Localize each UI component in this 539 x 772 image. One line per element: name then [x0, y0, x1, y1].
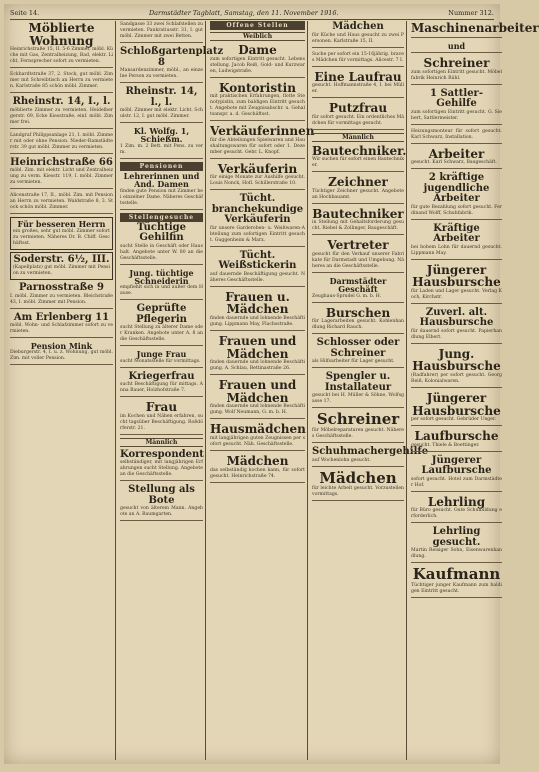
ad-headline: Bautechniker. [312, 143, 407, 158]
ad-headline: Für besseren Herrn [17, 219, 106, 230]
ad-headline: Mädchen [226, 454, 289, 469]
classified-ad [312, 337, 404, 368]
classified-ad [10, 252, 113, 281]
ad-body: mit praktischen Erfahrungen, flotte Stenotypistin, zum baldigen Eintritt gesucht. Angebote mit Zeugnisabschr. u. Gehaltsanspr. a. d. Geschäftsst. [210, 94, 305, 118]
ad-headline: Frau [145, 400, 178, 415]
ad-headline: Laufbursche [414, 429, 499, 444]
ad-body: Suche per sofort ein 15-16jährig. braves Mädchen für vormittags. Alicestr. 7 I. [312, 51, 404, 63]
classified-ad [411, 526, 502, 563]
classified-ad [411, 41, 502, 53]
ad-headline: Arbeiter [428, 146, 485, 161]
ad-body: sucht Beschäftigung für mittags. Anna Bauer, Holzhofstraße 7. [120, 382, 203, 394]
ad-body: I. möbl. Zimmer zu vermieten. Bleichstraße 43, I. möbl. Zimmer mit Pension. [10, 293, 113, 305]
ad-headline: Vertreter [327, 238, 389, 253]
ad-body: Alicenstraße 17, II., möbl. Zim. mit Pension an Herrn zu vermieten. Waldstraße 8, 3. Stock schön möbl. Zimmer. [10, 193, 113, 211]
classified-ad [120, 222, 203, 265]
classified-ad [411, 347, 502, 388]
classified-ad [10, 132, 113, 154]
classified-ad [10, 192, 113, 214]
ad-body: Sandgasse 33 zwei Schlafstellen zu vermieten. Pankratiusstr. 31, I. gut möbl. Zimmer mit zwei Betten. [120, 22, 203, 39]
ad-headline: Lehrling gesucht. [432, 526, 481, 548]
ad-body: sucht Stellung zu älterer Dame oder Kranken. Angebote unter A. 8 an die Geschäftsstelle. [120, 325, 203, 343]
classified-ad [120, 46, 224, 83]
classified-ad [210, 162, 305, 191]
ad-headline: Lehrling [427, 494, 486, 509]
section-heading: Pensionen [120, 162, 203, 171]
ad-body: empfiehlt sich in und außer dem Hause. [120, 285, 203, 297]
classified-ad [210, 43, 305, 78]
ad-headline: Hausmädchen [210, 422, 306, 437]
classified-ad [312, 51, 404, 67]
ad-body: für die Abteilungen Spielwaren und Haushaltungswaren für sofort oder 1. Dezember gesucht. Gebr. L. Knopf. [210, 137, 305, 155]
column-4 [310, 21, 429, 760]
ad-body: für sofort gesucht. Ein ordentliches Mädchen für vormittags gesucht. [312, 114, 404, 126]
ad-body: Heinrichstraße 15, II. 5-6 Zimmer, möbl. Küche mit Gas, Zentralheizung, Bad, elektr. Licht, Fernsprecher sofort zu vermieten. [10, 47, 113, 65]
ad-body: möblierte Zimmer zu vermieten. Heidelbergerstr. 69, Ecke Kiesstraße, einf. möbl. Zimmer frei. [10, 107, 113, 125]
classified-columns [8, 21, 539, 760]
ad-body: auf dauernde Beschäftigung gesucht. Näheres Geschäftsstelle. [210, 271, 305, 283]
ad-body: zum sofortigen Eintritt gesucht. Möbelfabrik Heinrich Rühl. [411, 69, 502, 81]
ad-headline: Kriegerfrau [128, 370, 195, 382]
ad-headline: Zuverl. alt. Hausbursche [419, 306, 494, 329]
ad-headline: Bautechniker [312, 206, 404, 221]
classified-ad [411, 429, 502, 452]
classified-ad [411, 147, 502, 170]
ad-body: zum sofortigen Eintritt gesucht. Lebensstellung. Jacob Reiß, Gold- und Kurzwaren, Ludwigstraße. [210, 56, 305, 74]
ad-headline: Junge Frau [136, 349, 187, 360]
section-heading: Stellengesuche [120, 213, 203, 222]
ad-body: für Möbelreparaturen gesucht. Näheres Geschäftsstelle. [312, 428, 404, 440]
ad-body: Heizungsmonteur für sofort gesucht. Karl Schwarz, Installation. [411, 128, 502, 140]
ad-body: mit langjährigen guten Zeugnissen per sofort gesucht. Näh. Geschäftsstelle. [210, 436, 305, 448]
ad-body: Eckhardtstraße 37, 2. Stock, gut möbl. Zimmer mit Schreibtisch an Herrn zu vermieten. Karlstraße 85 schön möbl. Zimmer. [10, 72, 113, 90]
ad-body: finden dauernde und lohnende Beschäftigung. A. Schlau, Bettinastraße 26. [210, 360, 305, 372]
classified-ad [120, 268, 203, 301]
ad-headline: Mädchen [319, 468, 397, 487]
classified-ad [312, 446, 429, 467]
classified-ad [120, 400, 203, 435]
ad-body: Zeughaus-Sprudel G. m. b. H. [312, 293, 382, 299]
classified-ad [10, 96, 113, 129]
masthead-date: Darmstädter Tagblatt, Samstag, den 11. November 1916. [148, 9, 339, 17]
ad-headline: Frauen und Mädchen [218, 334, 297, 361]
ad-headline: Frauen u. Mädchen [225, 289, 290, 317]
ad-body: das selbständig kochen kann, für sofort gesucht. Heinrichstraße 74. [210, 467, 305, 479]
ad-body: Martin Reisiger Sohn, Eisenwarenhandlung. [411, 548, 502, 560]
classified-ad [312, 70, 404, 99]
classified-ad [120, 449, 203, 482]
ad-body: gesucht. Thiele & Boettinger. [411, 442, 480, 448]
ad-headline: Am Erlenberg 11 [13, 311, 110, 323]
classified-ad [210, 378, 305, 419]
ad-headline: Möblierte Wohnung [28, 21, 95, 48]
classified-ad [312, 175, 404, 204]
classified-ad [120, 484, 203, 521]
ad-headline: Soderstr. 6½, III. [13, 253, 110, 265]
classified-ad [10, 341, 113, 365]
ad-headline: Kräftige Arbeiter [433, 222, 480, 245]
section-heading: Offene Stellen [210, 21, 305, 30]
ad-body: ein großes, sehr gut möbl. Zimmer sofort zu vermieten. Näheres Dr. B. Chiff. Geschäftsst. [13, 228, 110, 246]
ad-body: (Radfahrer) per sofort gesucht. Georg Reiß, Kolonialwaren. [411, 373, 502, 385]
section-heading: Männlich [312, 133, 404, 142]
newspaper-page [4, 4, 539, 764]
classified-ad [120, 349, 203, 367]
ad-headline: Maschinenarbeiter [411, 21, 539, 35]
classified-ad [120, 21, 203, 43]
ad-body: Wir suchen für sofort einen Bautechniker. [312, 157, 404, 169]
ad-body: in Stellung mit Gehaltsforderung gesucht. Riebel & Zollinger, Baugeschäft. [312, 220, 404, 232]
ad-body: Dieburgerstr. 4, I. u. z. Wohnung, gut möbl. Zim. mit voller Pension. [10, 350, 113, 362]
ad-headline: Pension Mink [30, 341, 93, 352]
ad-headline: Burschen [325, 305, 391, 320]
ad-body: auf Wochenlohn gesucht. [312, 457, 371, 463]
ad-headline: Jung. tüchtige Schneiderin [129, 267, 194, 286]
ad-headline: Schuhmachergehilfe [312, 446, 429, 458]
ad-body: für unsere Garderoben- u. Weißwaren-Abteilung zum sofortigen Eintritt gesucht. Guggenheim & Marx. [210, 225, 305, 243]
classified-ad [210, 193, 305, 247]
ad-headline: Schreiner [316, 410, 400, 429]
classified-ad [312, 306, 404, 335]
classified-ad [210, 250, 305, 287]
ad-body: für einige Monate zur Aushilfe gesucht. Louis Nonck, Hofl. Schillerstraße 10. [210, 175, 305, 187]
ad-headline: Lehrerinnen und And. Damen [123, 170, 200, 190]
classified-ad [312, 411, 404, 443]
ad-headline: Tücht. branchekundige Verkäuferin [211, 193, 304, 226]
ad-headline: Jüngerer Hausbursche [412, 391, 501, 418]
ad-headline: und [447, 40, 466, 51]
ad-body: Tüchtiger junger Kaufmann zum baldigen Eintritt gesucht. [411, 583, 502, 595]
classified-ad [312, 470, 404, 502]
ad-headline: Jüngerer Laufbursche [421, 454, 492, 477]
ad-headline: Heinrichstraße 66 [10, 156, 113, 168]
classified-ad [210, 81, 305, 122]
issue-number: Nummer 312. [448, 9, 494, 17]
column-5 [409, 21, 539, 760]
ad-headline: Spengler u. Installateur [324, 371, 392, 393]
classified-ad [411, 495, 502, 524]
ad-body: möbl. Zimmer mit elektr. Licht. Schulstr. 12, I. gut möbl. Zimmer. [120, 108, 203, 119]
ad-body: bei hohem Lohn für dauernd gesucht. Lippmann May. [411, 244, 502, 256]
classified-ad [411, 263, 502, 304]
ad-body: gesucht für den Verkauf unserer Fabrikate für Darmstadt und Umgebung. Näheres an die Geschäftsstelle. [312, 252, 404, 270]
ad-body: für leichte Arbeit gesucht. Vorzustellen vormittags. [312, 486, 404, 498]
ad-headline: Eine Laufrau [314, 69, 402, 84]
classified-ad [411, 223, 502, 260]
classified-ad [312, 21, 404, 48]
ad-body: gesucht. Karl Schwarz, Baugeschäft. [411, 160, 497, 166]
classified-ad [210, 124, 315, 159]
page-header [10, 7, 494, 20]
ad-headline: Darmstädter Geschäft [329, 276, 387, 295]
classified-ad [411, 566, 502, 598]
ad-body: für Büro gesucht. Gute Schulbildung erforderlich. [411, 508, 502, 520]
ad-body: Tüchtiger Zeichner gesucht. Angebote an Hochbauamt. [312, 188, 404, 200]
classified-ad [312, 101, 404, 130]
ad-body: als Hilfsarbeiter für Lager gesucht. [312, 359, 395, 365]
ad-body: gesucht. Hoffmannstraße 4, I. bei Müller. [312, 83, 404, 95]
classified-ad [411, 56, 502, 85]
ad-body: Mansardenzimmer, möbl., an einzelne Person zu vermieten. [120, 68, 203, 79]
ad-body: sucht Monatsstelle für vormittags. [120, 358, 201, 364]
classified-ad [411, 307, 502, 344]
classified-ad [210, 290, 305, 331]
ad-body: per sofort gesucht. Gebrüder Unger. [411, 417, 497, 423]
ad-body: sucht Stelle in Geschäft oder Haushalt. Angebote unter W. 80 an die Geschäftsstelle. [120, 243, 203, 261]
ad-body: gesucht bei H. Müller & Söhne, Wolfsgasse 17. [312, 393, 404, 405]
classified-ad [120, 371, 203, 398]
ad-headline: Jung. Hausbursche [412, 346, 501, 374]
ad-body: finden dauernde und lohnende Beschäftigung. Lippmann May, Flachsstraße. [210, 316, 305, 328]
classified-ad [210, 334, 305, 375]
ad-headline: Geprüfte Pflegerin [136, 303, 187, 325]
classified-ad [312, 238, 404, 273]
classified-ad [120, 86, 203, 123]
ad-body: gesucht von älterem Mann. Angebote an A. Baumgarten. [120, 506, 203, 518]
classified-ad [10, 217, 113, 249]
ad-headline: Jüngerer Hausbursche [412, 262, 501, 290]
ad-headline: Korrespondent [120, 448, 204, 460]
ad-headline: Tüchtige Gehilfin [136, 221, 187, 244]
ad-headline: Kl. Wolfg. 1, Schießm. [133, 126, 190, 145]
ad-body: selbständiger, mit langjährigen Erfahrungen sucht Stellung. Angebote an die Geschäftsstelle. [120, 460, 203, 478]
ad-body: zum sofortigen Eintritt gesucht. G. Siebert, Sattlermeister. [411, 109, 502, 121]
classified-ad [10, 282, 113, 309]
ad-headline: Zeichner [328, 175, 388, 190]
classified-ad [10, 71, 113, 93]
section-heading: Weiblich [210, 32, 305, 41]
section-heading: Männlich [120, 438, 203, 447]
column-1 [8, 21, 116, 760]
classified-ad [312, 207, 404, 236]
ad-body: möbl. Wohn- und Schlafzimmer sofort zu vermieten. [10, 323, 113, 335]
classified-ad [411, 391, 502, 426]
ad-headline: Schreiner [423, 55, 490, 70]
classified-ad [411, 88, 502, 125]
column-3 [208, 21, 315, 760]
classified-ad [120, 126, 203, 159]
classified-ad [312, 371, 404, 408]
classified-ad [312, 276, 404, 303]
ad-body: für Küche und Haus gesucht zu zwei Personen. Karlstraße 15, II. [312, 32, 404, 44]
ad-headline: Dame [238, 43, 277, 57]
classified-ad [411, 172, 502, 220]
ad-headline: Kaufmann [412, 565, 501, 584]
classified-ad [10, 21, 113, 68]
column-2 [118, 21, 224, 760]
ad-body: möbl. Zim. mit elektr. Licht und Zentralheizung zu verm. Kiesstr. 119, I. möbl. Zimmer zu vermieten. [10, 168, 113, 186]
ad-headline: 2 kräftige jugendliche Arbeiter [423, 172, 490, 205]
ad-body: finden gute Pension mit Zimmer bei einzelner Dame. Näheres Geschäftsstelle. [120, 188, 203, 206]
ad-headline: Frauen und Mädchen [218, 378, 297, 405]
ad-body: für Laden und Lager gesucht. Verlag Koch, Kirchstr. [411, 288, 502, 300]
ad-body: 1 Zim. m. 2 Bett. mit Pens. zu verm. [120, 143, 203, 155]
classified-ad [411, 455, 502, 492]
ad-body: finden dauernde und lohnende Beschäftigung. Wolf Neumann, G. m. b. H. [210, 404, 305, 416]
page-number: Seite 14. [10, 9, 40, 17]
ad-headline: Verkäuferinnen [210, 124, 315, 139]
classified-ad [10, 157, 113, 190]
ad-headline: Schloßgartenplatz 8 [120, 46, 224, 68]
ad-headline: Schlosser oder Schreiner [316, 337, 400, 359]
classified-ad [210, 454, 305, 483]
ad-headline: Putzfrau [328, 101, 388, 116]
ad-body: für gute Bezahlung sofort gesucht. Ferdinand Wolff, Schuhfabrik. [411, 204, 502, 216]
classified-ad [411, 128, 502, 144]
ad-headline: Tücht. Weißstickerin [218, 249, 297, 272]
classified-ad [210, 422, 305, 451]
classified-ad [120, 303, 203, 346]
classified-ad [411, 21, 539, 38]
ad-body: für Lagerarbeiten gesucht. Kohlenhandlung Richard Rauch. [312, 319, 404, 331]
ad-body: sofort gesucht. Hotel zum Darmstädter Hof. [411, 476, 502, 488]
ad-headline: Stellung als Bote [128, 484, 195, 506]
ad-headline: Verkäuferin [217, 161, 298, 176]
ad-headline: Parnosstraße 9 [19, 282, 104, 294]
classified-ad [120, 171, 203, 210]
classified-ad [312, 143, 407, 173]
ad-headline: Rheinstr. 14, I., l. [12, 96, 111, 108]
ad-body: Landgraf Philippsanlage 21, I. möbl. Zimmer mit oder ohne Pension. Nieder-Ramstädterstr. 39 gut möbl. Zimmer zu vermieten. [10, 132, 113, 150]
ad-body: (Kapellplatz) gut möbl. Zimmer mit Pension zu vermieten. [13, 265, 110, 277]
ad-body: für dauernd sofort gesucht. Papierhandlung Elbert. [411, 328, 502, 340]
ad-headline: Kontoristin [219, 80, 296, 95]
ad-headline: 1 Sattler-Gehilfe [430, 87, 483, 110]
ad-headline: Mädchen [332, 21, 384, 32]
classified-ad [10, 312, 113, 339]
ad-headline: Rheinstr. 14, l., l. [125, 86, 198, 108]
ad-body: im Kochen und Nähen erfahren, sucht tagsüber Beschäftigung. Roßdörferstr. 21. [120, 413, 203, 431]
